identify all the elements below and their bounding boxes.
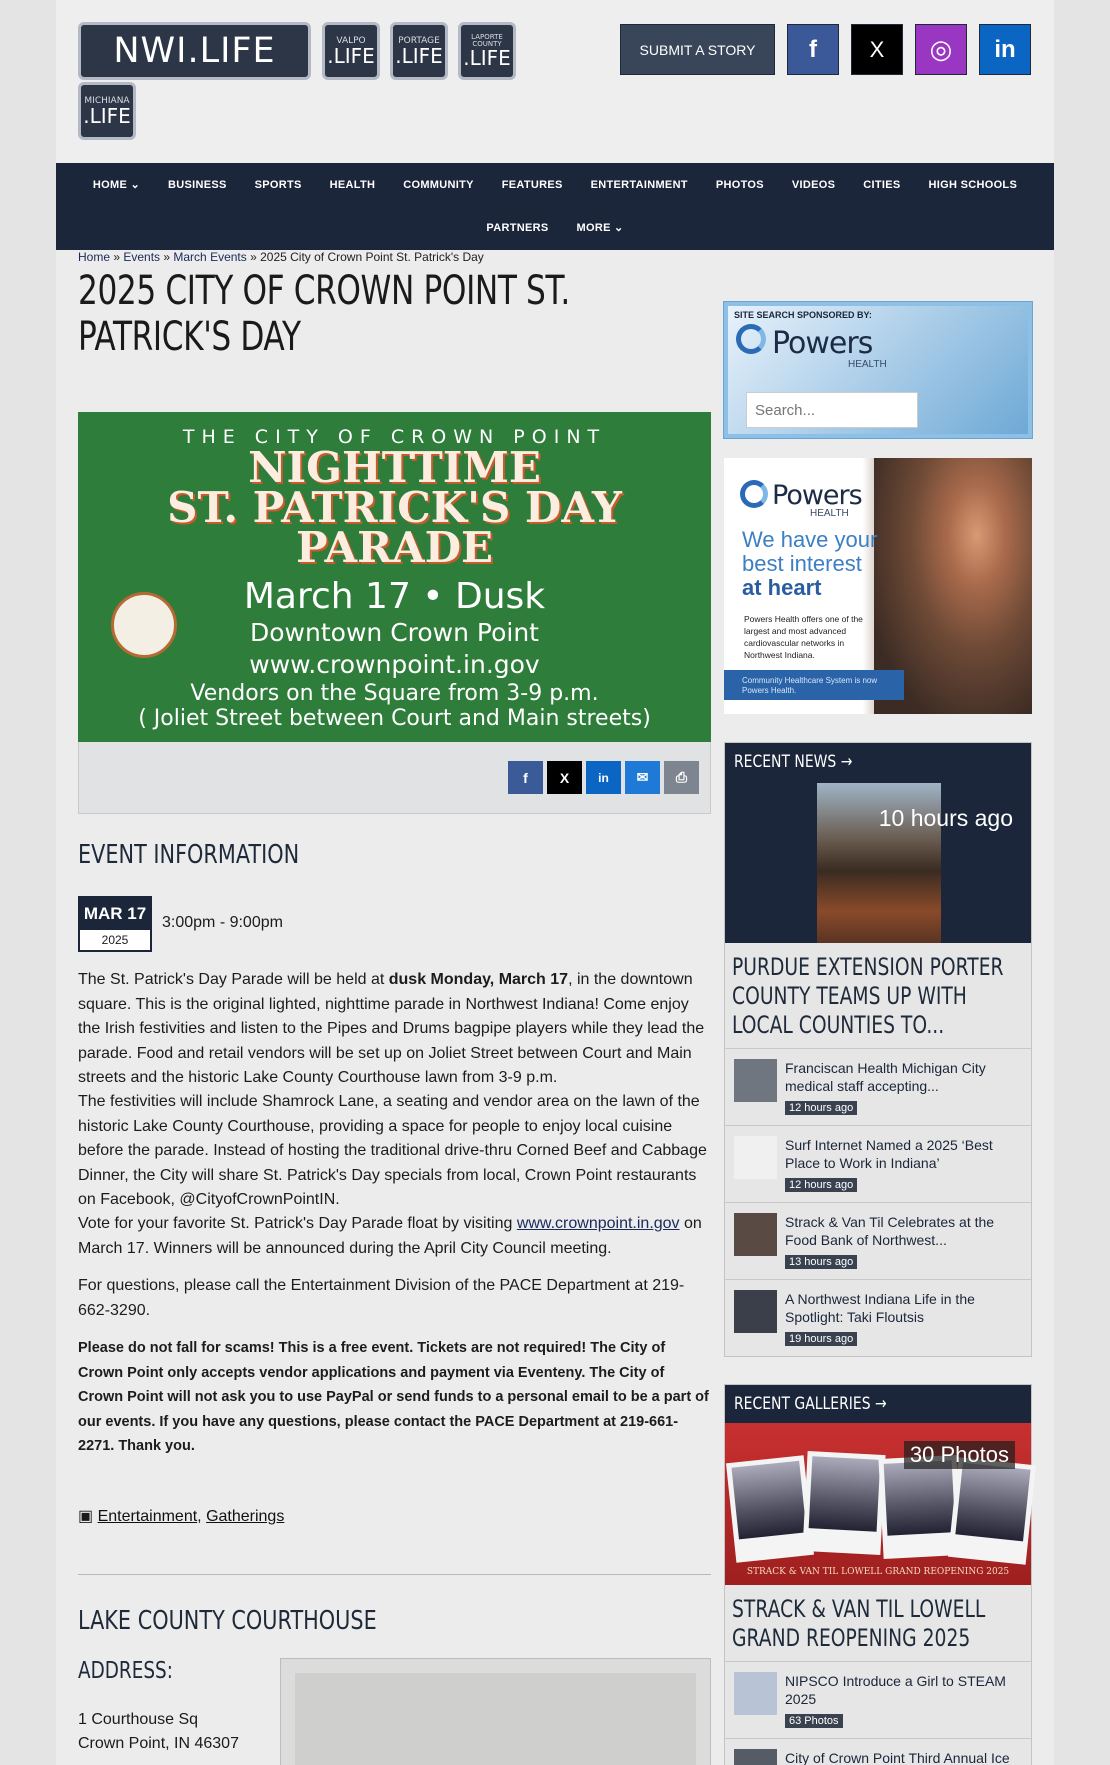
- logo-top: VALPO: [336, 35, 366, 46]
- banner-line: Downtown Crown Point: [250, 618, 539, 647]
- news-title[interactable]: A Northwest Indiana Life in the Spotlight: Taki Floutsis: [785, 1291, 975, 1325]
- breadcrumb: [78, 250, 484, 264]
- news-thumbnail: [734, 1136, 777, 1179]
- nav-item[interactable]: HOME ⌄: [92, 179, 140, 191]
- recent-news-panel: [724, 742, 1032, 1357]
- laporte-life-logo[interactable]: [458, 22, 516, 80]
- banner-line: NIGHTTIME: [248, 443, 541, 492]
- news-title[interactable]: Franciscan Health Michigan City medical staff accepting...: [785, 1060, 986, 1094]
- news-list: [725, 1048, 1031, 1356]
- gallery-title[interactable]: City of Crown Point Third Annual Ice: [785, 1750, 1010, 1765]
- event-year: 2025: [101, 933, 129, 947]
- nav-item[interactable]: VIDEOS: [791, 178, 836, 191]
- text: The St. Patrick's Day Parade will be held at: [78, 971, 389, 988]
- logo-bottom: .LIFE: [463, 46, 511, 70]
- text: , in the downtown square. This is the original lighted, nighttime parade in Northwest Indiana! Come enjoy the Irish festivities and listen to the Pipes and Drums bagpipe players while they lead the parade. Food and retail vendors will be set up on Joliet Street between Court and Main streets and the historic Lake County Courthouse lawn from 3-9 p.m.: [78, 971, 705, 1086]
- instagram-icon[interactable]: ◎: [915, 24, 967, 75]
- gallery-thumbnail: [734, 1749, 777, 1765]
- share-email-icon[interactable]: ✉: [625, 761, 660, 794]
- nav-item[interactable]: HEALTH: [329, 178, 376, 191]
- event-date-badge: [78, 896, 152, 952]
- news-title[interactable]: Surf Internet Named a 2025 ‘Best Place to Work in Indiana’: [785, 1137, 993, 1171]
- banner-line: March 17 • Dusk: [243, 576, 546, 617]
- share-print-icon[interactable]: ⎙: [664, 761, 699, 794]
- news-age-badge: 19 hours ago: [785, 1332, 857, 1346]
- nav-item[interactable]: PHOTOS: [715, 178, 764, 191]
- photo-frame: [726, 1455, 814, 1563]
- breadcrumb-march-events[interactable]: March Events: [173, 250, 247, 264]
- recent-news-heading[interactable]: [725, 743, 1031, 781]
- michiana-life-logo[interactable]: [78, 82, 136, 140]
- news-item[interactable]: [725, 1048, 1031, 1125]
- news-age-badge: 13 hours ago: [785, 1255, 857, 1269]
- venue-heading: LAKE COUNTY COURTHOUSE: [78, 1606, 377, 1636]
- facebook-icon[interactable]: f: [787, 24, 839, 75]
- logo-text: NWI.LIFE: [113, 31, 276, 71]
- breadcrumb-sep: »: [110, 250, 124, 264]
- submit-story-button[interactable]: SUBMIT A STORY: [620, 24, 775, 75]
- hero-headline[interactable]: PURDUE EXTENSION PORTER COUNTY TEAMS UP WITH LOCAL COUNTIES TO...: [732, 953, 1004, 1039]
- nav-item[interactable]: ENTERTAINMENT: [590, 178, 688, 191]
- ad-brand: Powers: [772, 480, 862, 511]
- tag-gatherings[interactable]: Gatherings: [206, 1508, 285, 1525]
- recent-galleries-panel: [724, 1384, 1032, 1765]
- venue-address-line1: 1 Courthouse Sq: [78, 1711, 199, 1728]
- search-sponsor-label: SITE SEARCH SPONSORED BY:: [734, 310, 872, 320]
- nav-item[interactable]: MORE ⌄: [576, 222, 624, 234]
- event-banner: [78, 412, 711, 742]
- powers-brand: Powers: [772, 326, 873, 361]
- crownpoint-link[interactable]: www.crownpoint.in.gov: [516, 1215, 680, 1232]
- logo-bottom: .LIFE: [395, 43, 443, 68]
- paragraph-3: [78, 1212, 711, 1261]
- search-input[interactable]: [746, 392, 918, 428]
- gallery-count-badge: 63 Photos: [785, 1714, 843, 1728]
- site-search-widget: [724, 302, 1032, 438]
- photo-frame: [802, 1451, 885, 1555]
- recent-galleries-heading[interactable]: [725, 1385, 1031, 1423]
- news-age-badge: 12 hours ago: [785, 1101, 857, 1115]
- ad-footer: Community Healthcare System is now Powers Health.: [724, 670, 904, 700]
- hero-age: 10 hours ago: [878, 805, 1013, 831]
- scam-warning: Please do not fall for scams! This is a free event. Tickets are not required! The City of Crown Point only accepts vendor applications and payment via Eventeny. The City of Crown Point will not ask you to use PayPal or send funds to a personal email to be a part of our events. If you have any questions, please contact the PACE Department at 219-661-2271. Thank you.: [78, 1340, 709, 1454]
- news-age-badge: 12 hours ago: [785, 1178, 857, 1192]
- event-info-heading: EVENT INFORMATION: [78, 840, 300, 870]
- breadcrumb-home[interactable]: Home: [78, 250, 111, 264]
- gallery-hero[interactable]: [725, 1423, 1031, 1585]
- recent-news-hero[interactable]: [725, 781, 1031, 943]
- logo-bottom: .LIFE: [83, 103, 131, 128]
- nwi-life-logo[interactable]: [78, 22, 311, 80]
- address-label: ADDRESS:: [78, 1658, 173, 1684]
- powers-logo-icon: [736, 324, 766, 354]
- ad-body: Powers Health offers one of the largest and most advanced cardiovascular networks in Northwest Indiana.: [744, 614, 863, 660]
- paragraph-4: For questions, please call the Entertainment Division of the PACE Department at 219-662-3290.: [78, 1277, 685, 1319]
- nav-item[interactable]: SPORTS: [254, 178, 302, 191]
- tag-sep: ,: [197, 1508, 207, 1525]
- nav-item[interactable]: PARTNERS: [486, 221, 549, 234]
- category-icon: ▣: [78, 1508, 98, 1525]
- ad-logo-icon: [740, 480, 768, 508]
- powers-health-ad[interactable]: [724, 458, 1032, 714]
- news-thumbnail: [734, 1059, 777, 1102]
- nav-item[interactable]: HIGH SCHOOLS: [928, 178, 1018, 191]
- text-bold: March 17: [498, 971, 569, 988]
- breadcrumb-current: 2025 City of Crown Point St. Patrick's Day: [260, 250, 484, 264]
- site-header: [56, 0, 1054, 163]
- paragraph-1: [78, 968, 711, 1091]
- venue-address-line2: Crown Point, IN 46307: [78, 1735, 239, 1752]
- divider: [78, 1574, 711, 1575]
- gallery-item[interactable]: [725, 1738, 1031, 1765]
- gallery-headline[interactable]: STRACK & VAN TIL LOWELL GRAND REOPENING 2025: [732, 1595, 986, 1652]
- banner-line: ( Joliet Street between Court and Main streets): [138, 706, 651, 731]
- text-bold: ,: [489, 971, 499, 988]
- ad-tag-line: best interest: [742, 551, 862, 576]
- share-facebook-icon[interactable]: f: [508, 761, 543, 794]
- heading-text: RECENT GALLERIES →: [734, 1394, 887, 1414]
- gallery-thumbnail: [734, 1672, 777, 1715]
- nav-item[interactable]: BUSINESS: [167, 178, 227, 191]
- nav-item[interactable]: COMMUNITY: [403, 178, 474, 191]
- news-title[interactable]: Strack & Van Til Celebrates at the Food Bank of Northwest...: [785, 1214, 995, 1248]
- news-item[interactable]: [725, 1279, 1031, 1356]
- gallery-item[interactable]: [725, 1661, 1031, 1738]
- share-x-icon[interactable]: X: [547, 761, 582, 794]
- logo-bottom: .LIFE: [327, 43, 375, 68]
- banner-line: www.crownpoint.in.gov: [249, 650, 540, 679]
- banner-line: ST. PATRICK'S DAY: [167, 483, 622, 532]
- ad-tag-line: We have your: [742, 527, 878, 552]
- logo-top: MICHIANA: [84, 95, 130, 106]
- nav-row-2: [56, 206, 1054, 249]
- breadcrumb-sep: »: [160, 250, 174, 264]
- gallery-caption: STRACK & VAN TIL LOWELL GRAND REOPENING 2025: [746, 1567, 1010, 1577]
- gallery-list: [725, 1661, 1031, 1765]
- ad-tag-line: at heart: [742, 575, 822, 600]
- tag-entertainment[interactable]: Entertainment: [97, 1508, 198, 1525]
- crown-point-seal: [111, 592, 177, 658]
- venue-map[interactable]: [280, 1658, 711, 1765]
- banner-line: PARADE: [295, 523, 494, 572]
- ad-tagline: [742, 528, 877, 600]
- banner-line: Vendors on the Square from 3-9 p.m.: [190, 681, 599, 706]
- page: [56, 0, 1054, 1765]
- text: on March 17. Winners will be announced during the April City Council meeting.: [78, 1215, 702, 1257]
- news-item[interactable]: [725, 1125, 1031, 1202]
- portage-life-logo[interactable]: [390, 22, 448, 80]
- event-tags: [78, 1506, 284, 1526]
- gallery-title[interactable]: NIPSCO Introduce a Girl to STEAM 2025: [785, 1673, 1006, 1707]
- share-bar: [78, 742, 711, 814]
- x-icon[interactable]: X: [851, 24, 903, 75]
- event-date: MAR 17: [80, 898, 150, 930]
- nav-item[interactable]: FEATURES: [501, 178, 563, 191]
- main-nav: [56, 163, 1054, 250]
- text: Vote for your favorite St. Patrick's Day Parade float by visiting: [78, 1215, 517, 1232]
- linkedin-icon[interactable]: in: [979, 24, 1031, 75]
- banner-line: THE CITY OF CROWN POINT: [182, 426, 607, 448]
- news-thumbnail: [734, 1290, 777, 1333]
- valpo-life-logo[interactable]: [322, 22, 380, 80]
- logo-top: LAPORTE COUNTY: [471, 33, 503, 48]
- event-time: 3:00pm - 9:00pm: [162, 914, 283, 931]
- breadcrumb-sep: »: [246, 250, 261, 264]
- nav-item[interactable]: CITIES: [863, 178, 901, 191]
- ad-health: HEALTH: [810, 508, 849, 519]
- map-canvas[interactable]: [295, 1673, 696, 1765]
- powers-health: HEALTH: [848, 359, 887, 370]
- photo-frame: [948, 1457, 1036, 1565]
- page-title: 2025 CITY OF CROWN POINT ST. PATRICK'S DAY: [78, 268, 570, 360]
- news-thumbnail: [734, 1213, 777, 1256]
- text-bold: dusk Monday: [388, 971, 490, 988]
- heading-text: RECENT NEWS →: [734, 752, 853, 772]
- share-linkedin-icon[interactable]: in: [586, 761, 621, 794]
- breadcrumb-events[interactable]: Events: [123, 250, 161, 264]
- nav-row-1: [56, 163, 1054, 206]
- paragraph-2: The festivities will include Shamrock Lane, a seating and vendor area on the lawn of the historic Lake County Courthouse, providing a space for people to enjoy local cuisine before the parade. Instead of hosting the traditional drive-thru Corned Beef and Cabbage Dinner, the City will share St. Patrick's Day specials from local, Crown Point restaurants on Facebook, @CityofCrownPointIN.: [78, 1093, 707, 1208]
- news-item[interactable]: [725, 1202, 1031, 1279]
- gallery-photo-count: 30 Photos: [904, 1441, 1015, 1469]
- logo-top: PORTAGE: [398, 35, 440, 46]
